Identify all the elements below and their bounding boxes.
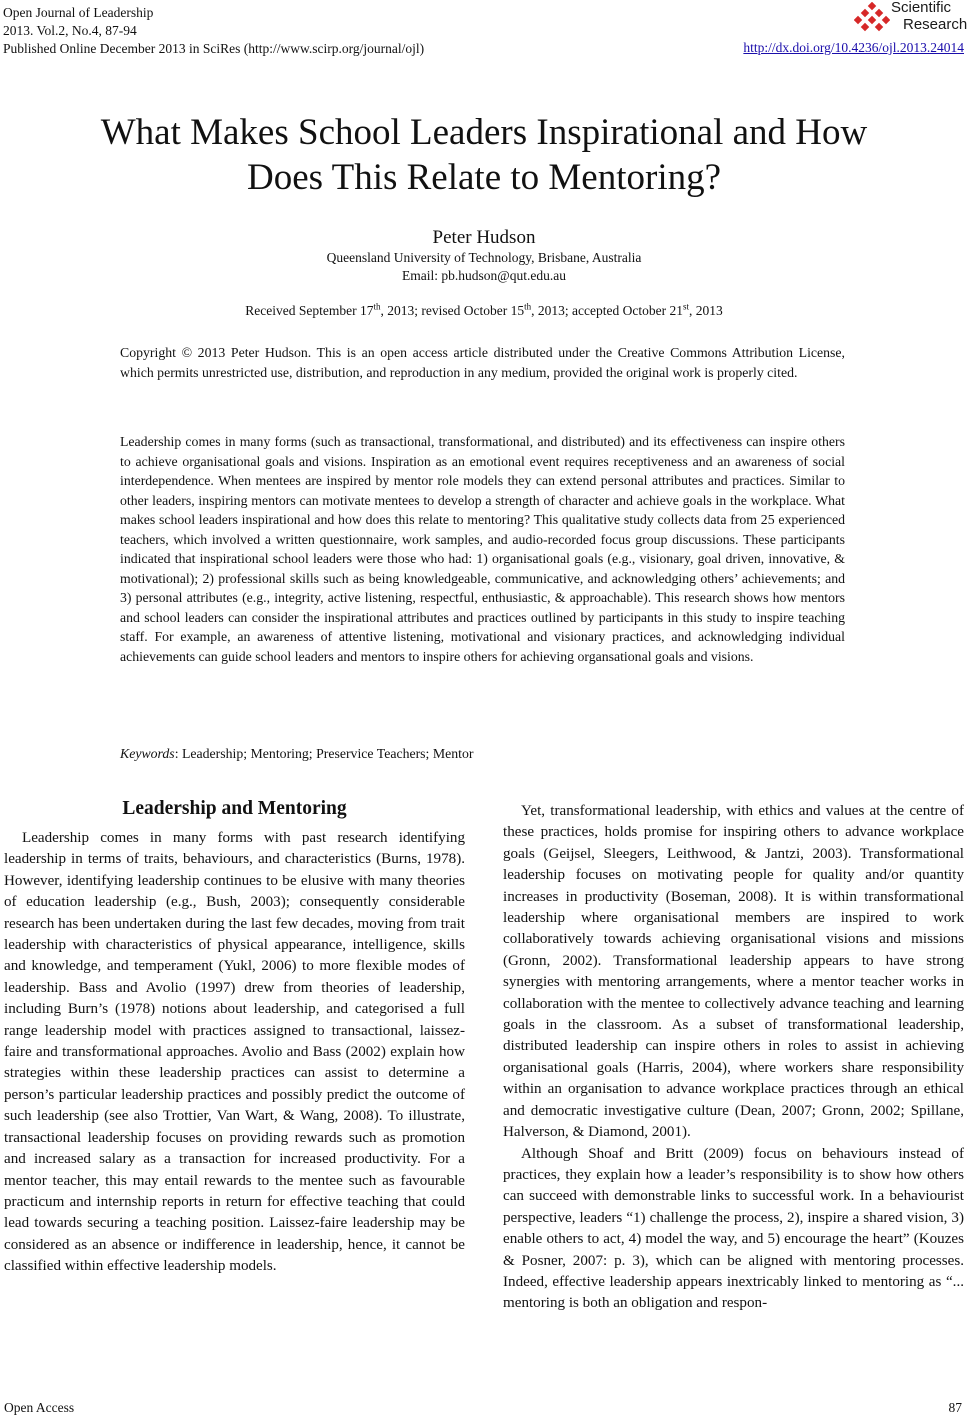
scientific-research-logo [854, 0, 968, 42]
journal-name: Open Journal of Leadership [3, 5, 154, 20]
journal-volume: 2013. Vol.2, No.4, 87-94 [3, 23, 137, 38]
left-column [4, 797, 465, 1278]
right-paragraph-2: Although Shoaf and Britt (2009) focus on behaviours instead of practices, they explain how a leader’s responsibility is to show how others can succeed with demonstrable links to successful work. In a behaviourist perspective, leaders “1) challenge the process, 2), inspire a shared vision, 3) enable others to act, 4) model the way, and 5) encourage the heart” (Kouzes & Posner, 2007: p. 3), which can be aligned with mentoring processes. Indeed, effective leadership appears inextricably linked to mentoring as “... mentoring is both an obligation and respon- [503, 1145, 964, 1312]
keywords [120, 744, 845, 764]
logo-text [891, 0, 967, 33]
publication-info: Published Online December 2013 in SciRes (http://www.scirp.org/journal/ojl) [3, 41, 425, 56]
section-title: Leadership and Mentoring [122, 798, 347, 819]
received-part-3: , 2013; accepted October 21 [531, 303, 683, 318]
received-part-2: , 2013; revised October 15 [380, 303, 525, 318]
footer-open-access: Open Access [4, 1400, 75, 1415]
received-sup-2: th [524, 301, 532, 312]
received-part-1: Received September 17 [245, 303, 374, 318]
abstract: Leadership comes in many forms (such as transactional, transformational, and distributed) and its effectiveness can inspire others to achieve organisational goals and visions. Inspiration as an emotional event requires receptiveness and an awareness of social interdependence. When mentees are inspired by mentor role models they can extend personal attributes and practices. Similar to other leaders, inspiring mentors can motivate mentees to develop a strength of character and achieve goals in the workplace. What makes school leaders inspirational and how does this relate to mentoring? This qualitative study collects data from 25 experienced teachers, which involved a written questionnaire, work samples, and audio-recorded focus group discussions. These participants indicated that inspirational school leaders were those who had: 1) organisational goals (e.g., visionary, goal driven, innovative, & motivational); 2) professional skills such as being knowledgeable, communicative, and acknowledging others’ achievements; and 3) personal attributes (e.g., integrity, active listening, respectful, enthusiastic, & approachable). This research shows how mentors and school leaders can consider the inspirational attributes and practices outlined by participants in this study to inspire teaching staff. For example, an awareness of attentive listening, motivational and visionary practices, and acknowledging individual achievements can guide school leaders and mentors to inspire others for achieving organsational goals and visions. [120, 434, 845, 664]
author-email: Email: pb.hudson@qut.edu.au [402, 268, 566, 283]
right-column [503, 801, 964, 1315]
received-sup-3: st [682, 301, 689, 312]
author-affiliation: Queensland University of Technology, Brisbane, Australia [326, 250, 642, 265]
received-dates [0, 303, 968, 319]
title-line-2: Does This Relate to Mentoring? [246, 157, 722, 198]
received-part-4: , 2013 [688, 303, 723, 318]
received-sup-1: th [373, 301, 381, 312]
logo-diamond-icon [854, 2, 890, 36]
left-paragraph-1: Leadership comes in many forms with past research identifying leadership in terms of traits, behaviours, and characteristics (Burns, 1978). However, identifying leadership continues to be elusive with many theories of education leadership (e.g., Bush, 2003); consequently considerable research has been undertaken during the last few decades, moving from trait leadership with characteristics of physical appearance, intelligence, skills and knowledge, and temperament (Yukl, 2006) to more flexible modes of leadership. Bass and Avolio (1997) drew from theories of leadership, including Burn’s (1978) notions about leadership, and categorised a full range leadership model with practices assigned to transactional, laissez-faire and transformational approaches. Avolio and Bass (2002) explain how strategies within these leadership practices can assist to determine a person’s particular leadership practices and possibly predict the outcome of such leadership (see also Trottier, Van Wart, & Wang, 2008). To illustrate, transactional leadership focuses on providing rewards such as promotion and increased salary as a transaction for increased productivity. For a mentor teacher, this may entail rewards to the mentee such as favourable practicum and internship reports in return for effective teaching that could lead towards securing a teaching position. Laissez-faire leadership may be considered as an absence or indifference in leadership, hence, it cannot be classified within effective leadership models. [4, 830, 465, 1275]
copyright-notice: Copyright © 2013 Peter Hudson. This is an open access article distributed under the Creative Commons Attribution License, which permits unrestricted use, distribution, and reproduction in any medium, provided the original work is properly cited. [120, 345, 845, 380]
paper-title [0, 110, 968, 200]
journal-header [3, 4, 424, 58]
keywords-label: Keywords [120, 746, 175, 761]
page-number: 87 [948, 1400, 962, 1415]
keywords-text: : Leadership; Mentoring; Preservice Teachers; Mentor [174, 746, 474, 761]
right-paragraph-1: Yet, transformational leadership, with ethics and values at the centre of these practices, holds promise for inspiring others to advance workplace goals (Geijsel, Sleegers, Leithwood, & Jantzi, 2003). Transformational leadership focuses on motivating people for quality and/or quantity increases in productivity (Boseman, 2008). It is within transformational leadership where organisational members are inspired to work collaboratively towards achieving organisational visions and missions (Gronn, 2002). Transformational leadership appears to have strong synergies with mentoring arrangements, where a mentor teacher works in collaboration with the mentee to collectively advance teaching and learning goals in the classroom. As a subset of transformational leadership, distributed leadership can inspire others in roles to assist in achieving organisational goals (Harris, 2004), where workers share responsibility within an organisation to advance workplace practices through an ethical and democratic investigative culture (Dean, 2007; Gronn, 2002; Spillane, Halverson, & Diamond, 2001). [503, 803, 964, 1141]
logo-line-1: Scientific [891, 0, 952, 16]
doi-link[interactable]: http://dx.doi.org/10.4236/ojl.2013.24014 [743, 40, 964, 55]
author-name: Peter Hudson [432, 227, 536, 248]
logo-line-2: Research [903, 16, 968, 33]
title-line-1: What Makes School Leaders Inspirational and How [100, 112, 868, 153]
